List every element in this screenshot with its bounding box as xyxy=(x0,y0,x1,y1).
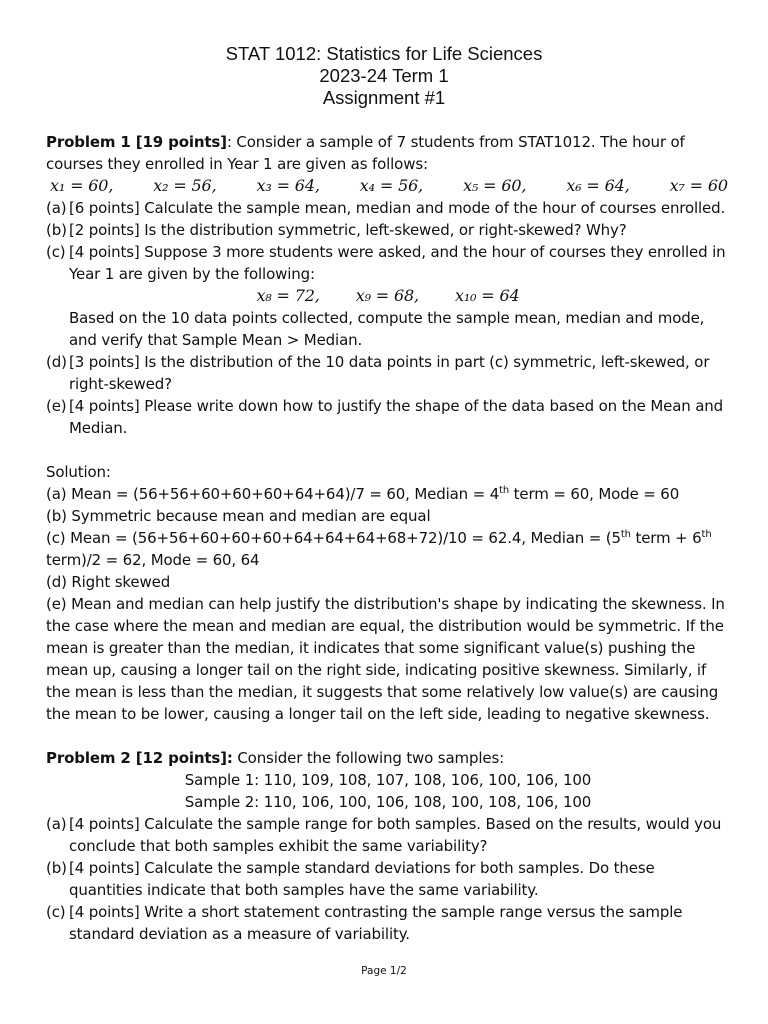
data-value: x₂ = 56, xyxy=(153,176,217,195)
problem-2-intro-text: Consider the following two samples: xyxy=(232,749,505,767)
problem-1-part-d xyxy=(46,351,730,395)
part-text: [4 points] Calculate the sample range for both samples. Based on the results, would you conclude that both samples exhibit the same variability? xyxy=(69,815,722,855)
solution-text: term + 6 xyxy=(630,529,702,547)
problem-2-intro xyxy=(46,747,730,769)
data-value: x₄ = 56, xyxy=(359,176,424,195)
sample-2: Sample 2: 110, 106, 100, 106, 108, 100, 108, 106, 100 xyxy=(184,793,592,811)
data-value: x₇ = 60 xyxy=(669,176,728,195)
part-text: [3 points] Is the distribution of the 10 data points in part (c) symmetric, left-skewed, or right-skewed? xyxy=(69,353,710,393)
sample-1: Sample 1: 110, 109, 108, 107, 108, 106, 100, 106, 100 xyxy=(184,771,592,789)
problem-1-part-a xyxy=(46,197,730,219)
solution-b: (b) Symmetric because mean and median are equal xyxy=(46,507,431,525)
solution-text: term)/2 = 62, Mode = 60, 64 xyxy=(46,551,260,569)
data-value: x₃ = 64, xyxy=(256,176,320,195)
problem-1-data-values xyxy=(46,175,730,197)
data-value: x₈ = 72, xyxy=(256,286,320,305)
problem-2-part-b xyxy=(46,857,730,901)
solution-heading: Solution: xyxy=(46,463,111,481)
superscript: th xyxy=(620,529,631,540)
part-label: (d) xyxy=(46,353,67,371)
part-label: (c) xyxy=(46,903,66,921)
part-text: [4 points] Write a short statement contrasting the sample range versus the sample standard deviation as a measure of variability. xyxy=(69,903,683,943)
course-title: STAT 1012: Statistics for Life Sciences xyxy=(225,43,543,64)
problem-2-title: Problem 2 [12 points]: xyxy=(46,749,233,767)
part-text: [4 points] Calculate the sample standard deviations for both samples. Do these quantities indicate that both samples have the same variability. xyxy=(69,859,655,899)
assignment-title: Assignment #1 xyxy=(322,87,446,108)
document-body xyxy=(46,131,730,945)
problem-1-extra-values xyxy=(46,285,730,307)
problem-1-title: Problem 1 [19 points] xyxy=(46,133,227,151)
spacer xyxy=(46,439,730,461)
solution-e: (e) Mean and median can help justify the distribution's shape by indicating the skewness. In the case where the mean and median are equal, the distribution would be symmetric. If the mean is greater than the median, it indicates that some significant value(s) pushing the mean up, causing a longer tail on the right side, indicating positive skewness. Similarly, if the mean is less than the median, it suggests that some relatively low value(s) are causing the mean to be lower, causing a longer tail on the left side, leading to negative skewness. xyxy=(46,595,725,723)
data-value: x₁ = 60, xyxy=(50,176,114,195)
problem-2-part-a xyxy=(46,813,730,857)
document-header xyxy=(0,43,768,109)
part-label: (a) xyxy=(46,815,67,833)
problem-2-part-c xyxy=(46,901,730,945)
part-label: (e) xyxy=(46,397,67,415)
superscript: th xyxy=(499,485,510,496)
part-text: [4 points] Please write down how to justify the shape of the data based on the Mean and Median. xyxy=(69,397,724,437)
spacer xyxy=(46,725,730,747)
problem-1-part-e xyxy=(46,395,730,439)
solution-text: (a) Mean = (56+56+60+60+60+64+64)/7 = 60, Median = 4 xyxy=(46,485,500,503)
part-text: [6 points] Calculate the sample mean, median and mode of the hour of courses enrolled. xyxy=(69,199,726,217)
problem-1-part-c-continued: Based on the 10 data points collected, compute the sample mean, median and mode, and verify that Sample Mean > Median. xyxy=(69,309,705,349)
solution-text: term = 60, Mode = 60 xyxy=(509,485,680,503)
data-value: x₉ = 68, xyxy=(355,286,419,305)
part-label: (b) xyxy=(46,859,67,877)
solution-a xyxy=(46,483,730,505)
part-label: (a) xyxy=(46,199,67,217)
problem-1-intro-text: : Consider a sample of 7 students from STAT1012. The hour of courses they enrolled in Year 1 are given as follows: xyxy=(46,133,685,173)
solution-c xyxy=(46,527,730,571)
superscript: th xyxy=(701,529,712,540)
page-number: Page 1/2 xyxy=(361,965,407,977)
data-value: x₆ = 64, xyxy=(566,176,630,195)
data-value: x₁₀ = 64 xyxy=(454,286,520,305)
part-label: (c) xyxy=(46,243,66,261)
part-text: [4 points] Suppose 3 more students were asked, and the hour of courses they enrolled in Year 1 are given by the following: xyxy=(69,243,726,283)
problem-1-part-c xyxy=(46,241,730,285)
part-label: (b) xyxy=(46,221,67,239)
part-text: [2 points] Is the distribution symmetric, left-skewed, or right-skewed? Why? xyxy=(69,221,627,239)
solution-d: (d) Right skewed xyxy=(46,573,171,591)
term-line: 2023-24 Term 1 xyxy=(319,65,449,86)
data-value: x₅ = 60, xyxy=(463,176,527,195)
problem-1-intro xyxy=(46,131,730,175)
problem-1-part-b xyxy=(46,219,730,241)
solution-text: (c) Mean = (56+56+60+60+60+64+64+64+68+72)/10 = 62.4, Median = (5 xyxy=(46,529,621,547)
